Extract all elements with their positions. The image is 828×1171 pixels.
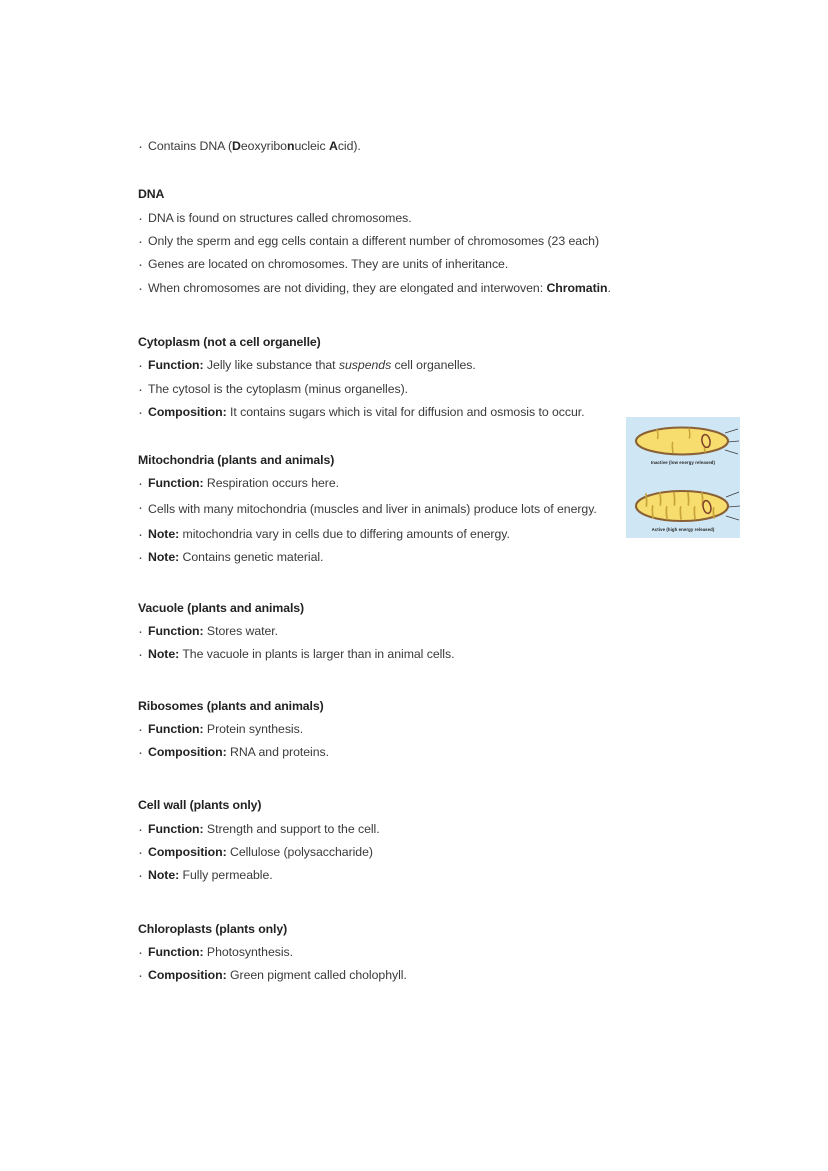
mitochondria-illustration bbox=[626, 417, 740, 538]
figure-caption-active: Active (high energy released) bbox=[651, 527, 715, 532]
figure-caption-inactive: Inactive (low energy released) bbox=[650, 460, 716, 465]
bullet-label: Composition: bbox=[148, 845, 227, 860]
bullet-text: DNA is found on structures called chromosomes. bbox=[148, 210, 412, 225]
list-item bbox=[138, 282, 678, 294]
intro-mid-2: ucleic bbox=[294, 139, 329, 153]
bullet-list bbox=[138, 625, 678, 661]
section-vacuole bbox=[138, 601, 678, 661]
list-item bbox=[138, 212, 678, 224]
bullet-text: Photosynthesis. bbox=[203, 945, 293, 960]
bullet-list bbox=[138, 359, 678, 418]
intro-suffix: cid). bbox=[337, 139, 361, 153]
section-heading: Vacuole (plants and animals) bbox=[138, 600, 304, 615]
bullet-text: Only the sperm and egg cells contain a different number of chromosomes (23 each) bbox=[148, 233, 599, 248]
list-item bbox=[138, 869, 678, 881]
list-item bbox=[138, 551, 678, 563]
bullet-text: Green pigment called cholophyll. bbox=[226, 968, 407, 983]
bullet-label: Note: bbox=[148, 550, 180, 565]
bullet-bold-term: Chromatin bbox=[546, 280, 608, 295]
intro-prefix: Contains DNA ( bbox=[148, 139, 233, 153]
bullet-text-after: . bbox=[607, 280, 611, 295]
bullet-label: Function: bbox=[148, 623, 204, 638]
list-item bbox=[138, 625, 678, 637]
bullet-text: It contains sugars which is vital for diffusion and osmosis to occur. bbox=[226, 404, 585, 419]
bullet-label: Function: bbox=[148, 358, 204, 373]
list-item bbox=[138, 501, 603, 517]
section-mitochondria bbox=[138, 453, 678, 563]
bullet-text: Genes are located on chromosomes. They are units of inheritance. bbox=[148, 257, 509, 272]
list-item bbox=[138, 946, 678, 958]
bullet-text: RNA and proteins. bbox=[226, 745, 329, 760]
section-heading: Chloroplasts (plants only) bbox=[138, 921, 288, 936]
section-heading: Cell wall (plants only) bbox=[138, 798, 262, 813]
bullet-list bbox=[138, 723, 678, 759]
list-item bbox=[138, 383, 678, 395]
list-item bbox=[138, 140, 678, 152]
bullet-text: When chromosomes are not dividing, they are elongated and interwoven: bbox=[148, 280, 547, 295]
bullet-label: Function: bbox=[148, 721, 204, 736]
list-item bbox=[138, 846, 678, 858]
list-item bbox=[138, 477, 678, 489]
section-heading: Mitochondria (plants and animals) bbox=[138, 453, 335, 468]
list-item bbox=[138, 528, 678, 540]
bullet-text: The vacuole in plants is larger than in animal cells. bbox=[179, 647, 455, 662]
mitochondria-figure bbox=[626, 417, 740, 538]
bullet-list bbox=[138, 823, 678, 882]
bullet-label: Function: bbox=[148, 476, 204, 491]
section-chloroplasts bbox=[138, 922, 678, 982]
list-item bbox=[138, 723, 678, 735]
bullet-list bbox=[138, 946, 678, 982]
bullet-text: Jelly like substance that bbox=[203, 358, 339, 373]
bullet-label: Note: bbox=[148, 868, 180, 883]
bullet-text: Protein synthesis. bbox=[203, 721, 304, 736]
intro-bold-d: D bbox=[232, 139, 241, 153]
bullet-label: Note: bbox=[148, 647, 180, 662]
bullet-label: Composition: bbox=[148, 404, 227, 419]
section-dna bbox=[138, 187, 678, 294]
list-item bbox=[138, 648, 678, 660]
bullet-text: Strength and support to the cell. bbox=[203, 821, 380, 836]
list-item bbox=[138, 359, 678, 371]
bullet-text: Cells with many mitochondria (muscles and liver in animals) produce lots of energy. bbox=[148, 501, 597, 516]
bullet-text: Cellulose (polysaccharide) bbox=[226, 845, 373, 860]
bullet-text: mitochondria vary in cells due to differing amounts of energy. bbox=[179, 526, 510, 541]
notes-content bbox=[138, 140, 678, 993]
section-heading: Cytoplasm (not a cell organelle) bbox=[138, 334, 321, 349]
bullet-label: Function: bbox=[148, 945, 204, 960]
bullet-italic-term: suspends bbox=[338, 358, 392, 373]
section-cytoplasm bbox=[138, 335, 678, 418]
intro-bullet-list bbox=[138, 140, 678, 152]
section-cell-wall bbox=[138, 798, 678, 881]
bullet-text: Contains genetic material. bbox=[179, 550, 324, 565]
bullet-text: Fully permeable. bbox=[179, 868, 273, 883]
bullet-text-after: cell organelles. bbox=[391, 358, 476, 373]
bullet-label: Note: bbox=[148, 526, 180, 541]
list-item bbox=[138, 969, 678, 981]
bullet-text: Stores water. bbox=[203, 623, 279, 638]
section-heading: DNA bbox=[138, 187, 165, 202]
intro-mid-1: eoxyribo bbox=[240, 139, 287, 153]
bullet-text: The cytosol is the cytoplasm (minus organelles). bbox=[148, 381, 409, 396]
bullet-label: Composition: bbox=[148, 968, 227, 983]
section-ribosomes bbox=[138, 699, 678, 759]
bullet-list bbox=[138, 477, 678, 563]
list-item bbox=[138, 258, 678, 270]
intro-bold-n: n bbox=[286, 139, 295, 153]
list-item bbox=[138, 746, 678, 758]
intro-bold-a: A bbox=[328, 139, 338, 153]
bullet-label: Function: bbox=[148, 821, 204, 836]
section-heading: Ribosomes (plants and animals) bbox=[138, 698, 324, 713]
list-item bbox=[138, 406, 678, 418]
bullet-text: Respiration occurs here. bbox=[203, 476, 340, 491]
list-item bbox=[138, 823, 678, 835]
bullet-list bbox=[138, 212, 678, 294]
bullet-label: Composition: bbox=[148, 745, 227, 760]
list-item bbox=[138, 235, 678, 247]
